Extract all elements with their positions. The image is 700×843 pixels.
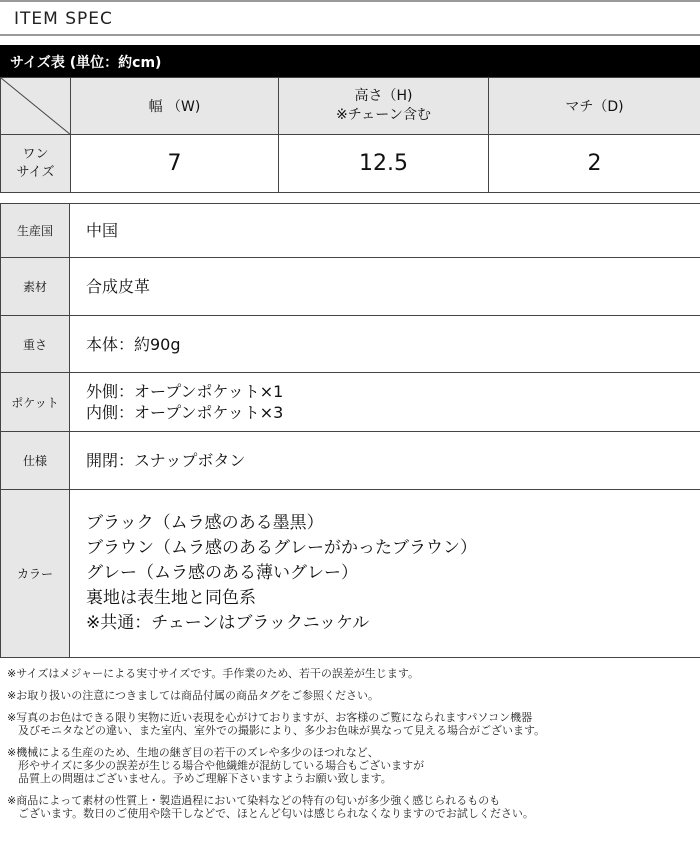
spec-label: 素材: [1, 258, 70, 316]
spec-row: [1, 432, 700, 490]
spec-value-line: ブラウン（ムラ感のあるグレーがかったブラウン）: [86, 538, 477, 558]
spec-value-line: ※共通：チェーンはブラックニッケル: [86, 613, 370, 633]
spec-value-line: 中国: [86, 221, 119, 240]
spec-value: [70, 490, 700, 658]
value-height: 12.5: [279, 135, 489, 193]
diagonal-line-icon: [1, 78, 71, 135]
spec-table: [0, 203, 700, 658]
spec-value-line: グレー（ムラ感のある薄いグレー）: [86, 563, 358, 583]
spec-value-line: 開閉：スナップボタン: [86, 451, 246, 470]
column-header-depth: マチ（D): [489, 78, 700, 135]
spec-row: [1, 258, 700, 316]
size-table-corner: [1, 78, 71, 135]
spec-value-line: 裏地は表生地と同色系: [86, 588, 256, 608]
spec-value-line: ブラック（ムラ感のある墨黒）: [86, 513, 324, 533]
spec-value: [70, 204, 700, 258]
spec-label: ポケット: [1, 373, 70, 432]
page-title: ITEM SPEC: [14, 9, 113, 29]
spec-value-line: 本体：約90g: [86, 334, 181, 354]
item-spec-header: [0, 0, 700, 36]
spec-row: [1, 204, 700, 258]
note-item: ※お取り扱いの注意につきましては商品付属の商品タグをご参照ください。: [7, 689, 379, 702]
notes-section: [7, 667, 697, 829]
value-width: 7: [71, 135, 279, 193]
note-item: ※サイズはメジャーによる実寸サイズです。手作業のため、若干の誤差が生じます。: [7, 667, 420, 680]
column-header-height: 高さ（H) ※チェーン含む: [279, 78, 489, 135]
spec-row: [1, 373, 700, 432]
spec-row: [1, 316, 700, 373]
column-header-width: 幅 （W): [71, 78, 279, 135]
spec-row: [1, 490, 700, 658]
spec-label: 仕様: [1, 432, 70, 490]
spec-value: [70, 316, 700, 373]
note-item: ※写真のお色はできる限り実物に近い表現を心がけておりますが、お客様のご覧になられますパソコン機器 及びモニタなどの違い、また室内、室外での撮影により、多少お色味が異なって見える場合がございます。: [7, 711, 546, 737]
spec-value: [70, 258, 700, 316]
spec-value: [70, 432, 700, 490]
note-item: ※商品によって素材の性質上・製造過程において染料などの特有の匂いが多少強く感じられるものも ございます。数日のご使用や陰干しなどで、ほとんど匂いは感じられなくなりますのでお試しください。: [7, 794, 534, 820]
size-table: [0, 77, 700, 193]
note-item: ※機械による生産のため、生地の継ぎ目の若干のズレや多少のほつれなど、 形やサイズに多少の誤差が生じる場合や他繊維が混紡している場合もございますが 品質上の問題はございません。予めご理解下さいますようお願い致します。: [7, 746, 425, 785]
value-depth: 2: [489, 135, 700, 193]
spec-value-line: 内側：オープンポケット×3: [86, 403, 284, 422]
spec-value-line: 外側：オープンポケット×1: [86, 382, 284, 401]
spec-label: カラー: [1, 490, 70, 658]
spec-value: [70, 373, 700, 432]
spec-label: 生産国: [1, 204, 70, 258]
spec-label: 重さ: [1, 316, 70, 373]
row-label-one-size: ワン サイズ: [1, 135, 71, 193]
spec-value-line: 合成皮革: [86, 277, 151, 296]
size-table-caption: サイズ表 (単位：約cm): [0, 45, 700, 77]
